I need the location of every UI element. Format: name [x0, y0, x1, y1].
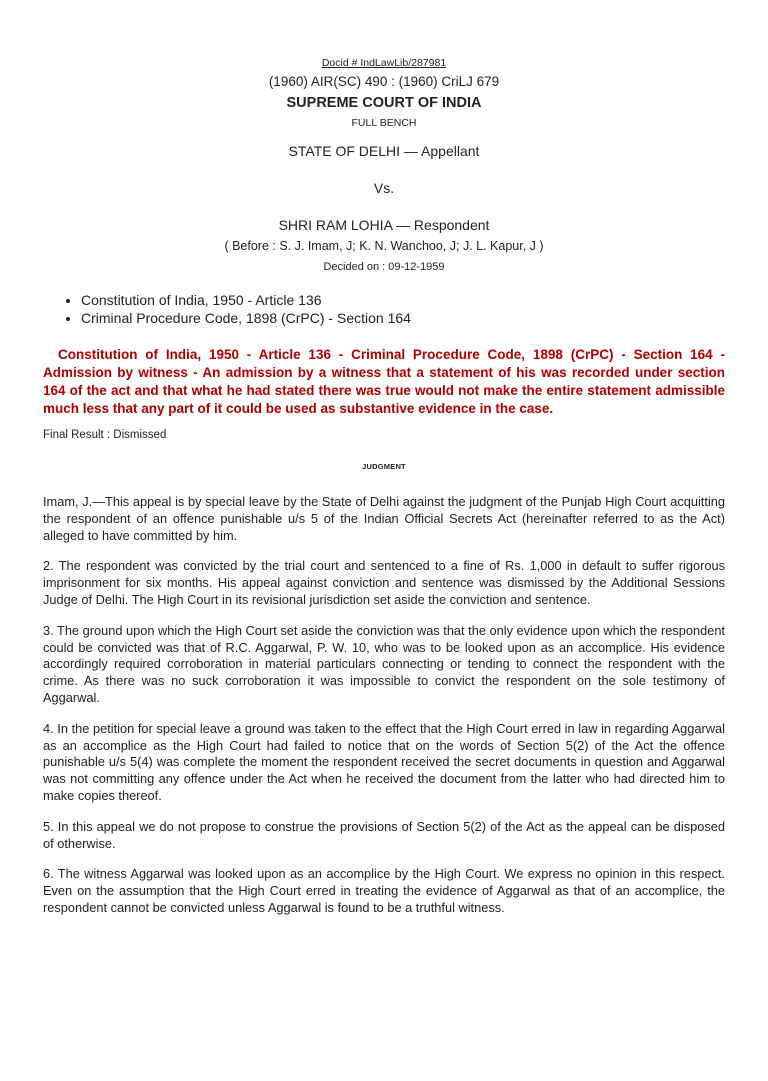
decided-date: Decided on : 09-12-1959 [323, 261, 445, 273]
judgment-paragraph: 3. The ground upon which the High Court set aside the conviction was that the only evidence upon which the respondent could be convicted was that of R.C. Aggarwal, P. W. 10, who was to be looked upon as an accomplice. His evidence accordingly required corroboration in material particulars connecting or tending to connect the respondent with the crime. As there was no suck corroboration it was impossible to convict the respondent on the sole testimony of Aggarwal. [43, 622, 725, 705]
topic-item: • Criminal Procedure Code, 1898 (CrPC) - Section 164 [81, 309, 725, 327]
document-id: Docid # IndLawLib/287981 [321, 57, 447, 69]
respondent: SHRI RAM LOHIA — Respondent [278, 217, 490, 233]
appellant: STATE OF DELHI — Appellant [288, 143, 480, 159]
bench-type: FULL BENCH [351, 117, 417, 129]
judgment-heading: JUDGMENT [362, 462, 406, 471]
judgment-paragraph: 2. The respondent was convicted by the trial court and sentenced to a fine of Rs. 1,000 in default to suffer rigorous imprisonment for six months. His appeal against conviction and sentence was dismissed by the Additional Sessions Judge of Delhi. The High Court in its revisional jurisdiction set aside the conviction and sentence. [43, 558, 725, 607]
court-name: SUPREME COURT OF INDIA [286, 95, 482, 111]
judgment-paragraph: 6. The witness Aggarwal was looked upon as an accomplice by the High Court. We express no opinion in this respect. Even on the assumption that the High Court erred in treating the evidence of Aggarwal as that of an accomplice, the respondent cannot be convicted unless Aggarwal is found to be a truthful witness. [43, 866, 725, 915]
headnote: Constitution of India, 1950 - Article 136 - Criminal Procedure Code, 1898 (CrPC) - Section 164 - Admission by witness - An admission by a witness that a statement of his was recorded under section 164 of the act and that what he had stated there was true would not make the entire statement admissible much less that any part of it could be used as substantive evidence in the case. [43, 347, 725, 416]
final-result: Final Result : Dismissed [43, 429, 167, 441]
bench-judges: ( Before : S. J. Imam, J; K. N. Wanchoo, J; J. L. Kapur, J ) [224, 239, 544, 253]
judgment-paragraph: 5. In this appeal we do not propose to construe the provisions of Section 5(2) of the Act as the appeal can be disposed of otherwise. [43, 818, 725, 851]
citation: (1960) AIR(SC) 490 : (1960) CriLJ 679 [268, 74, 500, 89]
topic-list [43, 291, 725, 327]
document-page [0, 57, 768, 1081]
versus: Vs. [373, 180, 395, 196]
judgment-paragraph: 4. In the petition for special leave a ground was taken to the effect that the High Court erred in law in regarding Aggarwal as an accomplice as the High Court had failed to notice that on the words of Section 5(2) of the Act the offence punishable u/s 5(4) was complete the moment the respondent received the secret documents in question and Aggarwal was not committing any offence under the Act when he received the document from the latter who had directed him to make copies thereof. [43, 720, 725, 803]
judgment-paragraph: Imam, J.—This appeal is by special leave by the State of Delhi against the judgment of the Punjab High Court acquitting the respondent of an offence punishable u/s 5 of the Indian Official Secrets Act (hereinafter referred to as the Act) alleged to have committed by him. [43, 494, 725, 543]
topic-item: • Constitution of India, 1950 - Article 136 [81, 291, 725, 309]
